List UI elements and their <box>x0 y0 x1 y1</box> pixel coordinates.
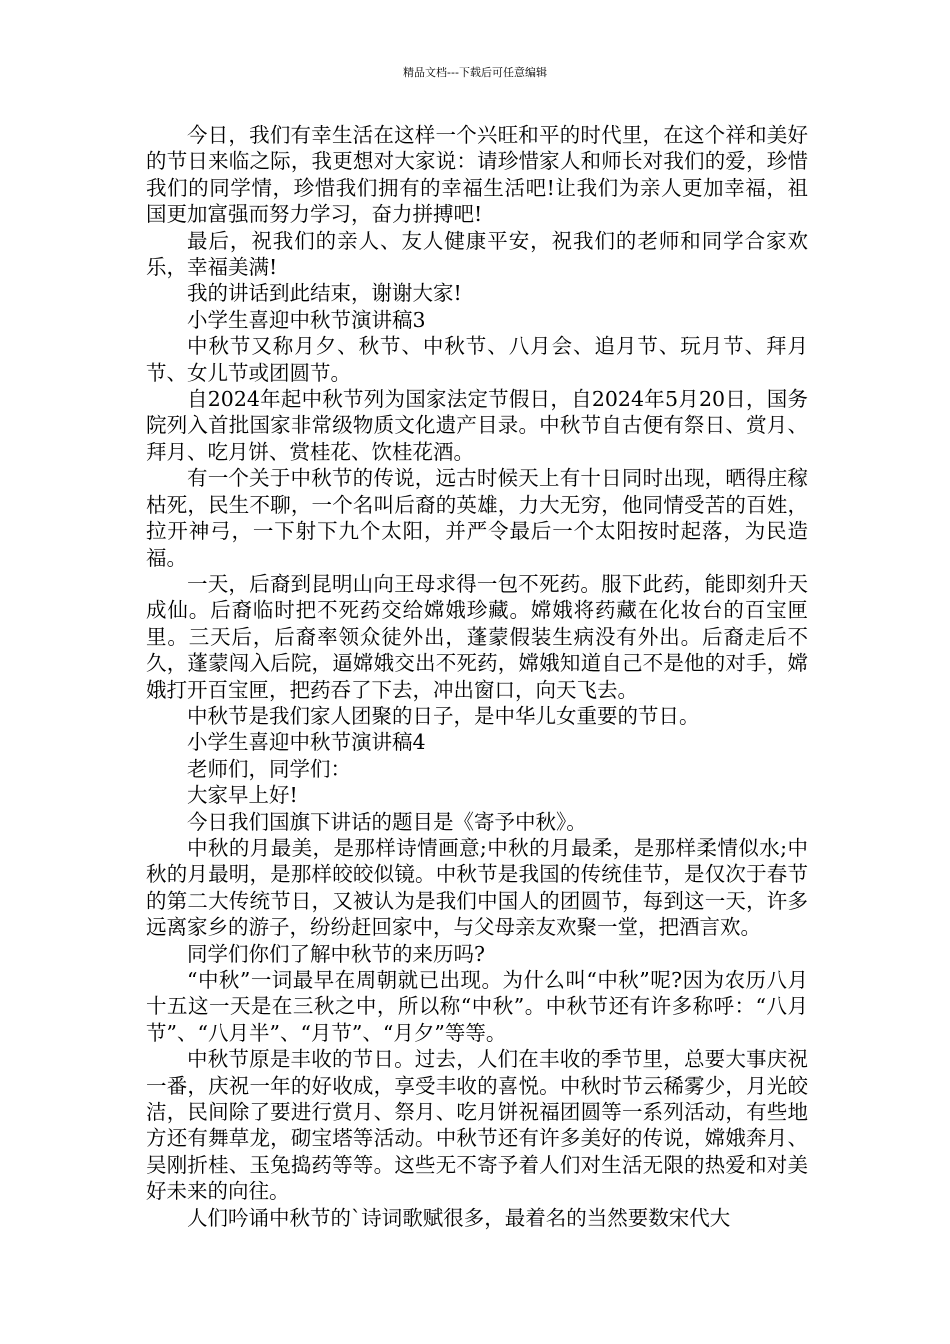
paragraph: 人们吟诵中秋节的`诗词歌赋很多，最着名的当然要数宋代大 <box>187 1205 731 1230</box>
paragraph: 中秋节又称月夕、秋节、中秋节、八月会、追月节、玩月节、拜月节、女儿节或团圆节。 <box>146 334 808 385</box>
paragraph: 我的讲话到此结束，谢谢大家! <box>187 281 462 306</box>
paragraph: 一天，后裔到昆明山向王母求得一包不死药。服下此药，能即刻升天成仙。后裔临时把不死药交给嫦娥珍藏。嫦娥将药藏在化妆台的百宝匣里。三天后，后裔率领众徒外出，蓬蒙假装生病没有外出。后裔走后不久，蓬蒙闯入后院，逼嫦娥交出不死药，嫦娥知道自己不是他的对手，嫦娥打开百宝匣，把药吞了下去，冲出窗口，向天飞去。 <box>146 571 808 702</box>
paragraph: 今日我们国旗下讲话的题目是《寄予中秋》。 <box>187 809 587 834</box>
paragraph: 今日，我们有幸生活在这样一个兴旺和平的时代里，在这个祥和美好的节日来临之际，我更想对大家说：请珍惜家人和师长对我们的爱，珍惜我们的同学情，珍惜我们拥有的幸福生活吧!让我们为亲人更加幸福，祖国更加富强而努力学习，奋力拼搏吧! <box>146 123 808 227</box>
page-header: 精品文档---下载后可任意编辑 <box>403 66 547 79</box>
paragraph: 中秋节原是丰收的节日。过去，人们在丰收的季节里，总要大事庆祝一番，庆祝一年的好收成，享受丰收的喜悦。中秋时节云稀雾少，月光皎洁，民间除了要进行赏月、祭月、吃月饼祝福团圆等一系列活动，有些地方还有舞草龙，砌宝塔等活动。中秋节还有许多美好的传说，嫦娥奔月、吴刚折桂、玉兔捣药等等。这些无不寄予着人们对生活无限的热爱和对美好未来的向往。 <box>146 1047 808 1204</box>
paragraph: “中秋”一词最早在周朝就已出现。为什么叫“中秋”呢?因为农历八月十五这一天是在三秋之中，所以称“中秋”。中秋节还有许多称呼：“八月节”、“八月半”、“月节”、“月夕”等等。 <box>146 968 808 1045</box>
paragraph: 自2024年起中秋节列为国家法定节假日，自2024年5月20日，国务院列入首批国家非常级物质文化遗产目录。中秋节自古便有祭日、赏月、拜月、吃月饼、赏桂花、饮桂花酒。 <box>146 387 808 464</box>
paragraph: 大家早上好! <box>187 783 298 808</box>
section-heading: 小学生喜迎中秋节演讲稿3 <box>187 307 426 332</box>
paragraph: 有一个关于中秋节的传说，远古时候天上有十日同时出现，晒得庄稼枯死，民生不聊，一个名叫后裔的英雄，力大无穷，他同情受苦的百姓，拉开神弓，一下射下九个太阳，并严令最后一个太阳按时起落，为民造福。 <box>146 466 808 570</box>
document-body <box>146 122 808 1231</box>
paragraph: 老师们，同学们： <box>187 756 351 781</box>
paragraph: 最后，祝我们的亲人、友人健康平安，祝我们的老师和同学合家欢乐，幸福美满! <box>146 228 808 280</box>
paragraph: 中秋的月最美，是那样诗情画意;中秋的月最柔，是那样柔情似水;中秋的月最明，是那样皎皎似镜。中秋节是我国的传统佳节，是仅次于春节的第二大传统节日，又被认为是我们中国人的团圆节，每到这一天，许多远离家乡的游子，纷纷赶回家中，与父母亲友欢聚一堂，把酒言欢。 <box>146 835 808 940</box>
paragraph: 中秋节是我们家人团聚的日子，是中华儿女重要的节日。 <box>187 703 700 728</box>
section-heading: 小学生喜迎中秋节演讲稿4 <box>187 730 426 755</box>
paragraph: 同学们你们了解中秋节的来历吗? <box>187 941 485 966</box>
